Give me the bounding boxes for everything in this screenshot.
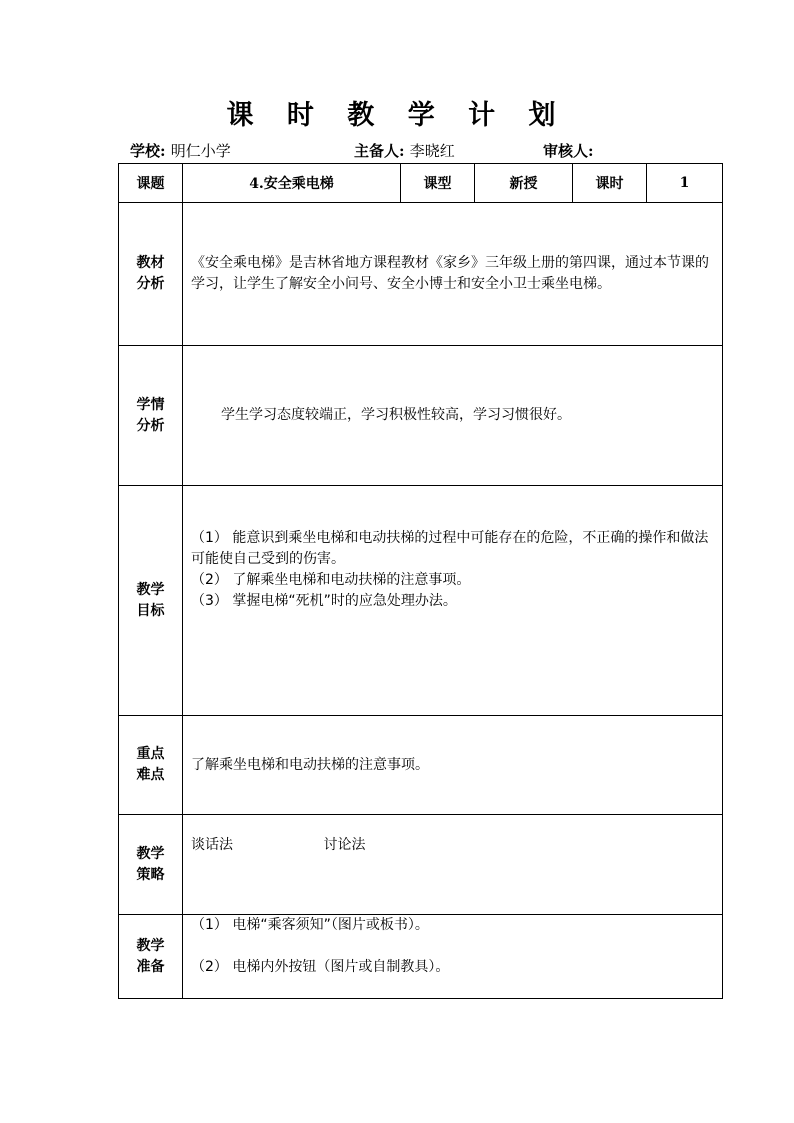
preparer-label: 主备人: (354, 142, 405, 160)
teaching-strategy-label (119, 815, 183, 915)
student-analysis-row (119, 346, 723, 486)
goal-item: （2） 了解乘坐电梯和电动扶梯的注意事项。 (191, 572, 471, 588)
goal-item: （1） 能意识到乘坐电梯和电动扶梯的过程中可能存在的危险，不正确的操作和做法可能使自己受到的伤害。 (191, 530, 709, 567)
label-line: 教学 (136, 937, 165, 954)
topic-label: 课题 (119, 164, 183, 203)
material-analysis-label (119, 203, 183, 346)
teaching-preparation-content (183, 915, 723, 999)
strategy-item: 讨论法 (323, 837, 366, 853)
label-line: 分析 (136, 417, 165, 434)
material-analysis-text: 《安全乘电梯》是吉林省地方课程教材《家乡》三年级上册的第四课，通过本节课的学习，让学生了解安全小问号、安全小博士和安全小卫士乘坐电梯。 (183, 203, 723, 346)
teaching-strategy-row (119, 815, 723, 915)
teaching-preparation-label (119, 915, 183, 999)
label-line: 难点 (136, 767, 165, 783)
teaching-goals-row (119, 486, 723, 716)
period-value: 1 (647, 164, 723, 203)
preparation-item: （2） 电梯内外按钮（图片或自制教具）。 (191, 959, 450, 975)
reviewer-field (543, 140, 594, 161)
lesson-plan-table (118, 163, 723, 999)
preparer-value: 李晓红 (409, 142, 455, 160)
goal-item: （3） 掌握电梯“死机”时的应急处理办法。 (191, 593, 457, 609)
label-line: 教学 (136, 845, 165, 862)
type-value: 新授 (475, 164, 573, 203)
strategy-item: 谈话法 (191, 837, 233, 853)
header-row (119, 164, 723, 203)
student-analysis-text: 学生学习态度较端正，学习积极性较高，学习习惯很好。 (183, 346, 723, 486)
school-field (130, 140, 231, 161)
type-label: 课型 (401, 164, 475, 203)
label-line: 目标 (136, 602, 165, 619)
preparation-item: （1） 电梯“乘客须知”（图片或板书）。 (191, 917, 429, 933)
label-line: 教学 (136, 581, 165, 598)
key-points-label (119, 716, 183, 815)
topic-value: 4.安全乘电梯 (183, 164, 401, 203)
student-analysis-label (119, 346, 183, 486)
preparer-field (354, 140, 455, 161)
teaching-preparation-row (119, 915, 723, 999)
label-line: 准备 (136, 958, 165, 975)
label-line: 策略 (136, 866, 165, 883)
key-points-text: 了解乘坐电梯和电动扶梯的注意事项。 (183, 716, 723, 815)
label-line: 学情 (136, 396, 165, 413)
key-points-row (119, 716, 723, 815)
label-line: 重点 (136, 746, 165, 762)
label-line: 教材 (136, 255, 165, 271)
teaching-strategy-content (183, 815, 723, 915)
label-line: 分析 (136, 276, 165, 292)
teaching-goals-label (119, 486, 183, 716)
page-title: 课 时 教 学 计 划 (226, 100, 568, 131)
material-analysis-row (119, 203, 723, 346)
school-value: 明仁小学 (170, 142, 231, 160)
reviewer-label: 审核人: (543, 142, 594, 160)
teaching-goals-content (183, 486, 723, 716)
period-label: 课时 (573, 164, 647, 203)
school-label: 学校: (130, 142, 166, 160)
